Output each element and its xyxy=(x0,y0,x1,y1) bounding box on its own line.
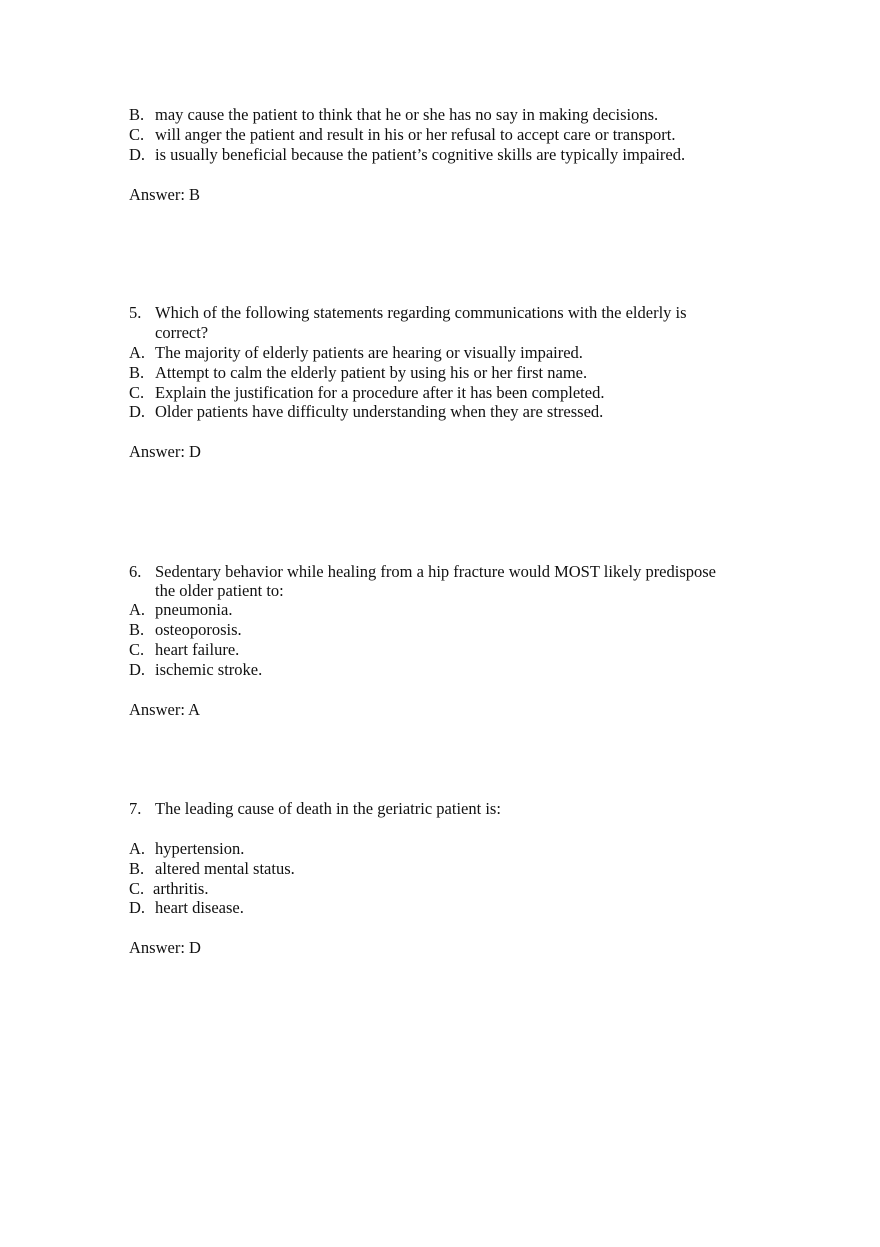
option-text: will anger the patient and result in his or her refusal to accept care or transport. xyxy=(155,125,676,144)
option-text: pneumonia. xyxy=(155,600,233,619)
option-b xyxy=(129,363,587,383)
answer-text: Answer: B xyxy=(129,185,201,204)
answer-text: Answer: A xyxy=(129,700,201,719)
option-text: heart disease. xyxy=(155,898,244,917)
question-text: Which of the following statements regarding communications with the elderly is xyxy=(155,303,687,322)
option-letter: A. xyxy=(129,343,146,362)
option-text: is usually beneficial because the patient’s cognitive skills are typically impaired. xyxy=(155,145,686,164)
option-text: hypertension. xyxy=(155,839,245,858)
option-d xyxy=(129,402,603,422)
option-text: altered mental status. xyxy=(155,859,295,878)
question-number: 6. xyxy=(129,562,142,581)
option-letter: B. xyxy=(129,105,145,124)
option-c xyxy=(129,125,675,145)
option-text: osteoporosis. xyxy=(155,620,242,639)
option-text: Explain the justification for a procedure after it has been completed. xyxy=(155,383,605,402)
option-letter: D. xyxy=(129,898,146,917)
option-letter: C. xyxy=(129,125,145,144)
option-letter: C. xyxy=(129,383,145,402)
option-c xyxy=(129,879,208,899)
question-7 xyxy=(129,799,501,819)
option-b xyxy=(129,105,658,125)
option-letter: C. xyxy=(129,879,145,898)
option-letter: B. xyxy=(129,620,145,639)
option-b xyxy=(129,620,242,640)
option-letter: B. xyxy=(129,859,145,878)
option-c xyxy=(129,383,604,403)
option-text: heart failure. xyxy=(155,640,240,659)
option-b xyxy=(129,859,295,879)
question-text: Sedentary behavior while healing from a hip fracture would MOST likely predispose xyxy=(155,562,717,581)
answer-text: Answer: D xyxy=(129,938,201,957)
option-text: The majority of elderly patients are hearing or visually impaired. xyxy=(155,343,583,362)
question-5 xyxy=(129,303,687,323)
question-text: The leading cause of death in the geriatric patient is: xyxy=(155,799,501,818)
option-d xyxy=(129,660,262,680)
option-letter: B. xyxy=(129,363,145,382)
option-letter: A. xyxy=(129,839,146,858)
option-c xyxy=(129,640,239,660)
option-text: Older patients have difficulty understanding when they are stressed. xyxy=(155,402,604,421)
option-a xyxy=(129,343,583,363)
option-letter: D. xyxy=(129,402,146,421)
option-letter: C. xyxy=(129,640,145,659)
option-letter: D. xyxy=(129,145,146,164)
answer-text: Answer: D xyxy=(129,442,201,461)
option-d xyxy=(129,145,685,165)
option-text: Attempt to calm the elderly patient by using his or her first name. xyxy=(155,363,588,382)
question-5-continuation: correct? xyxy=(155,323,209,342)
question-number: 7. xyxy=(129,799,142,818)
question-number: 5. xyxy=(129,303,142,322)
option-d xyxy=(129,898,244,918)
question-6-continuation: the older patient to: xyxy=(155,581,284,600)
option-letter: A. xyxy=(129,600,146,619)
option-text: may cause the patient to think that he or she has no say in making decisions. xyxy=(155,105,659,124)
option-text: ischemic stroke. xyxy=(155,660,263,679)
option-a xyxy=(129,839,244,859)
option-text: arthritis. xyxy=(153,879,209,898)
question-6 xyxy=(129,562,716,582)
option-letter: D. xyxy=(129,660,146,679)
option-a xyxy=(129,600,232,620)
